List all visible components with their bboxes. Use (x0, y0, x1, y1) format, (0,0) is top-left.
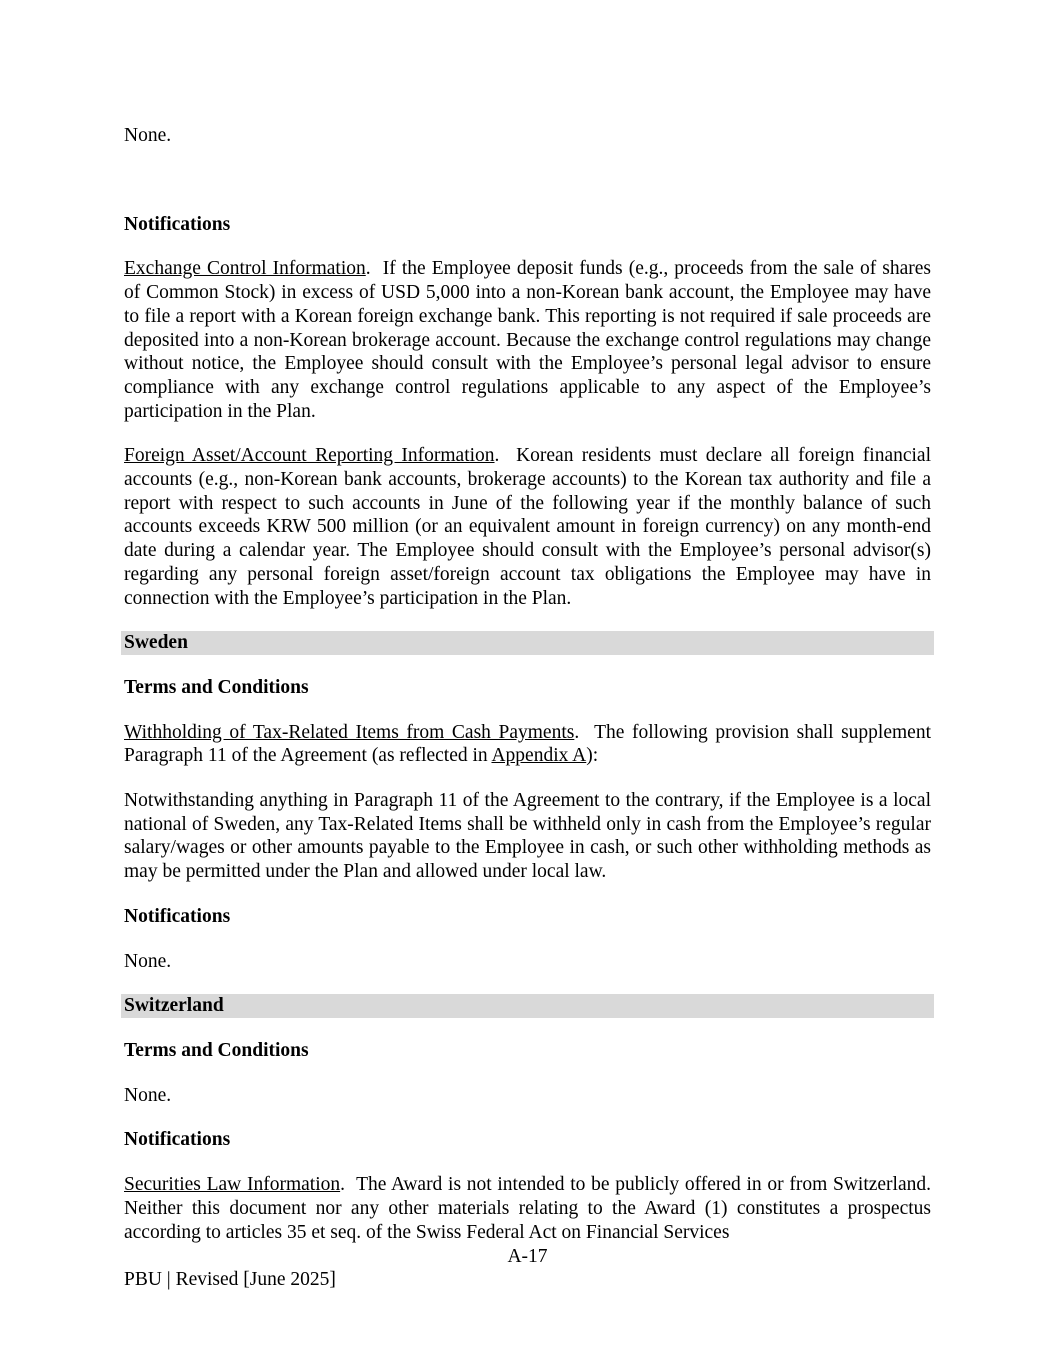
notwithstanding-paragraph: Notwithstanding anything in Paragraph 11 of the Agreement to the contrary, if the Employee is a local national of Sweden, any Tax-Related Items shall be withheld only in cash from the Employee’s regular salary/wages or other amounts payable to the Employee in cash, or such other withholding methods as may be permitted under the Plan and allowed under local law. (124, 790, 931, 883)
sweden-notifications-text: None. (124, 950, 172, 972)
withholding-paragraph: Withholding of Tax-Related Items from Cash Payments. The following provision shall supplement Paragraph 11 of the Agreement (as reflected in Appendix A): (124, 721, 931, 767)
sweden-notifications-heading: Notifications (124, 905, 231, 927)
sweden-terms-heading: Terms and Conditions (124, 676, 309, 698)
none-text: None. (124, 125, 172, 146)
securities-law-body: The Award is not intended to be publicly offered in or from Switzerland. Neither this document nor any other materials relating to the Award (1) constitutes a prospectus according to articles 35 et seq. of the Swiss Federal Act on Financial Services (124, 1174, 931, 1243)
foreign-asset-body: Korean residents must declare all foreign financial accounts (e.g., non-Korean bank accounts, brokerage accounts) to the Korean tax authority and file a report with respect to such accounts in June of the following year if the monthly balance of such accounts exceeds KRW 500 million (or an equivalent amount in foreign currency) on any month-end date during a calendar year. The Employee should consult with the Employee’s personal advisor(s) regarding any personal foreign asset/foreign account tax obligations the Employee may have in connection with the Employee’s participation in the Plan. (124, 445, 932, 609)
foreign-asset-title: Foreign Asset/Account Reporting Information (124, 445, 495, 467)
switzerland-notifications-heading: Notifications (124, 1129, 231, 1151)
securities-law-title: Securities Law Information (124, 1174, 341, 1196)
country-header-switzerland: Switzerland (121, 994, 934, 1018)
switzerland-terms-heading: Terms and Conditions (124, 1039, 309, 1061)
withholding-title: Withholding of Tax-Related Items from Cash Payments (124, 721, 575, 743)
exchange-control-body: If the Employee deposit funds (e.g., proceeds from the sale of shares of Common Stock) in excess of USD 5,000 into a non-Korean bank account, the Employee may have to file a report with a Korean foreign exchange bank. This reporting is not required if sale proceeds are deposited into a non-Korean brokerage account. Because the exchange control regulations may change without notice, the Employee should consult with the Employee’s personal legal advisor to ensure compliance with any exchange control regulations applicable to any aspect of the Employee’s participation in the Plan. (124, 258, 932, 422)
document-body (124, 124, 931, 1244)
foreign-asset-paragraph: Foreign Asset/Account Reporting Information. Korean residents must declare all foreign financial accounts (e.g., non-Korean bank accounts, brokerage accounts) to the Korean tax authority and file a report with respect to such accounts in June of the following year if the monthly balance of such accounts exceeds KRW 500 million (or an equivalent amount in foreign currency) on any month-end date during a calendar year. The Employee should consult with the Employee’s personal advisor(s) regarding any personal foreign asset/foreign account tax obligations the Employee may have in connection with the Employee’s participation in the Plan. (124, 445, 932, 609)
switzerland-terms-text: None. (124, 1084, 172, 1106)
exchange-control-title: Exchange Control Information (124, 258, 366, 280)
securities-law-paragraph: Securities Law Information. The Award is not intended to be publicly offered in or from Switzerland. Neither this document nor any other materials relating to the Award (1) constitutes a prospectus according to articles 35 et seq. of the Swiss Federal Act on Financial Services (124, 1174, 931, 1243)
country-header-sweden: Sweden (121, 631, 934, 655)
appendix-a-link[interactable]: Appendix A (491, 745, 587, 767)
notifications-heading: Notifications (124, 213, 231, 235)
footer: PBU | Revised [June 2025] (124, 1269, 336, 1290)
exchange-control-paragraph: Exchange Control Information. If the Employee deposit funds (e.g., proceeds from the sale of shares of Common Stock) in excess of USD 5,000 into a non-Korean bank account, the Employee may have to file a report with a Korean foreign exchange bank. This reporting is not required if sale proceeds are deposited into a non-Korean brokerage account. Because the exchange control regulations may change without notice, the Employee should consult with the Employee’s personal legal advisor to ensure compliance with any exchange control regulations applicable to any aspect of the Employee’s participation in the Plan. (124, 258, 932, 422)
page-number: A-17 (507, 1246, 548, 1267)
